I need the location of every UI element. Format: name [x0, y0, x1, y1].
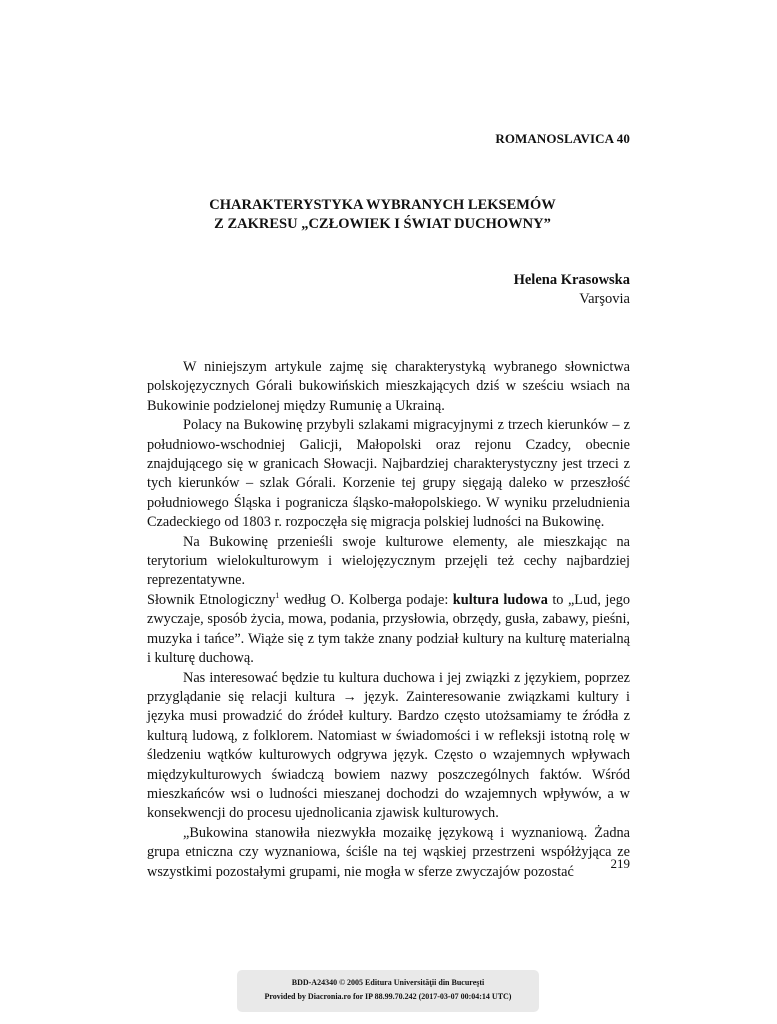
author-name: Helena Krasowska — [513, 272, 630, 288]
footer-line2: Provided by Diacronia.ro for IP 88.99.70.242 (2017-03-07 00:04:14 UTC) — [264, 992, 512, 1001]
page-number: 219 — [610, 856, 630, 871]
paragraph-4-end: to „Lud, jego zwyczaje, sposób życia, mowa, podania, przysłowia, obrzędy, gusła, zabawy, pieśni, muzyka i tańce”. Wiąże się z tym także znany podział kultury na kulturę materialną i kulturę duchową. — [147, 591, 630, 667]
paragraph-4 — [147, 591, 630, 669]
paragraph-3: Na Bukowinę przenieśli swoje kulturowe elementy, ale mieszkając na terytorium wielokulturowym i wielojęzycznym przejęli też cechy najbardziej reprezentatywne. — [147, 533, 630, 589]
footnote-marker: 1 — [275, 590, 280, 600]
author-block — [514, 271, 630, 309]
footer-line1: BDD-A24340 © 2005 Editura Universităţii din Bucureşti — [291, 978, 485, 987]
footer-watermark — [237, 970, 539, 1012]
article-body — [147, 358, 630, 882]
paragraph-2: Polacy na Bukowinę przybyli szlakami migracyjnymi z trzech kierunków – z południowo-wschodniej Galicji, Małopolski oraz rejonu Czadcy, obecnie znajdującego się w granicach Słowacji. Najbardziej charakterystyczny jest trzeci z tych kierunków – szlak Górali. Korzenie tej grupy sięgają daleko w przeszłość południowego Śląska i pogranicza śląsko-małopolskiego. W wyniku przeludnienia Czadeckiego od 1803 r. rozpoczęła się migracja polskiej ludności na Bukowinę. — [147, 417, 630, 531]
paragraph-5: Nas interesować będzie tu kultura duchowa i jej związki z językiem, poprzez przyglądanie się relacji kultura → język. Zainteresowanie związkami kultury i języka musi prowadzić do źródeł kultury. Bardzo często utożsamiamy te źródła z kulturą ludową, z folklorem. Natomiast w świadomości i w refleksji istotną rolę w śledzeniu wątków kulturowych odgrywa język. Często o wzajemnych wpływach międzykulturowych świadczą bowiem nazwy poszczególnych faktów. Wśród mieszkańców wsi o ludności mieszanej dochodzi do wzajemnych wpływów, a w konsekwencji do procesu ujednolicania zjawisk kulturowych. — [147, 669, 630, 822]
paragraph-4-bold-term: kultura ludowa — [452, 591, 548, 608]
article-title-line1: CHARAKTERYSTYKA WYBRANYCH LEKSEMÓW — [209, 197, 556, 213]
paragraph-1: W niniejszym artykule zajmę się charakterystyką wybranego słownictwa polskojęzycznych Górali bukowińskich mieszkających dziś w sześciu wsiach na Bukowinie podzielonej między Rumunię a Ukrainą. — [147, 359, 630, 414]
author-affiliation: Varşovia — [579, 291, 630, 307]
article-title — [150, 196, 615, 234]
article-title-line2: Z ZAKRESU „CZŁOWIEK I ŚWIAT DUCHOWNY” — [214, 216, 551, 232]
journal-header: ROMANOSLAVICA 40 — [495, 131, 630, 146]
paragraph-4-start: Słownik Etnologiczny — [147, 591, 276, 608]
paragraph-4-mid: według O. Kolberga podaje: — [279, 591, 453, 608]
paragraph-6: „Bukowina stanowiła niezwykła mozaikę językową i wyznaniową. Żadna grupa etniczna czy wyznaniowa, ściśle na tej wąskiej przestrzeni współżyjąca ze wszystkimi pozostałymi grupami, nie mogła w sferze zwyczajów pozostać — [147, 824, 630, 880]
